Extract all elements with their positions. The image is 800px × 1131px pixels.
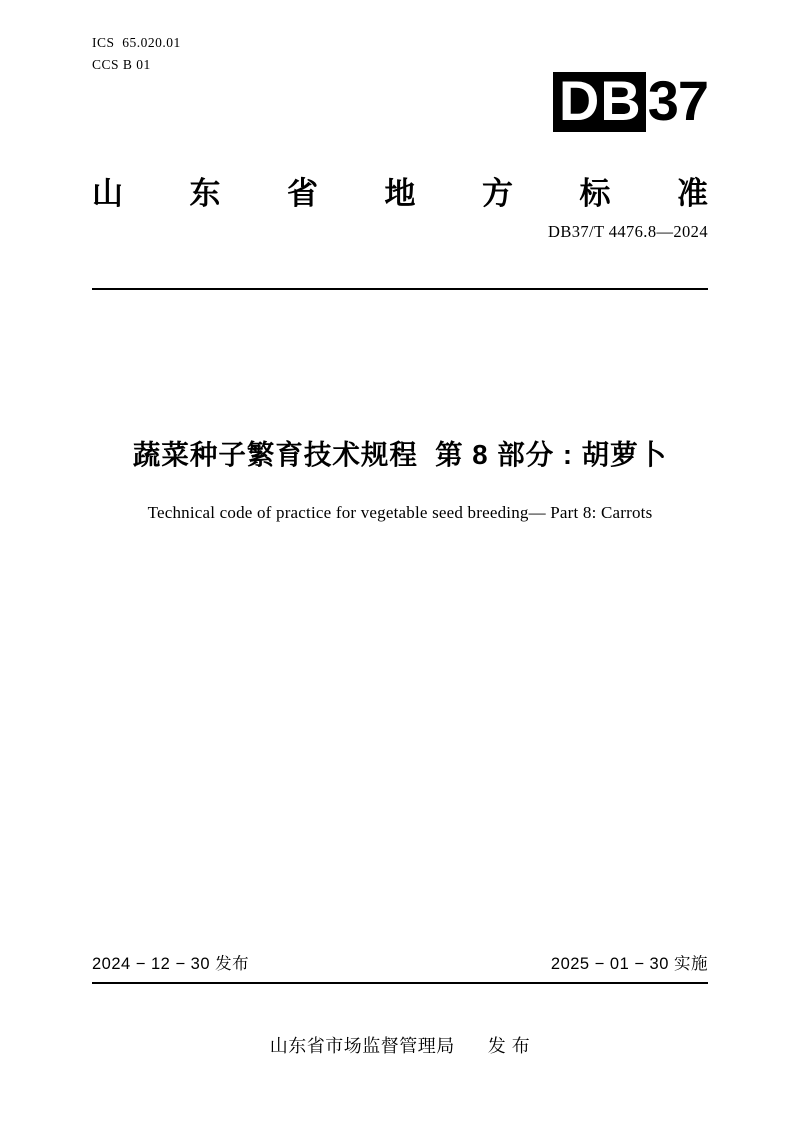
heading-char-3: 地 — [384, 176, 416, 211]
footer-divider — [92, 982, 708, 984]
heading-char-6: 准 — [677, 176, 708, 211]
document-title-english: Technical code of practice for vegetable seed breeding— Part 8: Carrots — [147, 503, 653, 522]
effective-date: 2025 − 01 − 30 实施 — [550, 955, 708, 973]
heading-char-0: 山 — [92, 176, 123, 211]
ics-code: ICS 65.020.01 — [92, 35, 181, 50]
document-title-chinese: 蔬菜种子繁育技术规程 第 8 部分 : 胡萝卜 — [132, 439, 668, 470]
ccs-code: CCS B 01 — [92, 57, 151, 72]
heading-char-2: 省 — [287, 176, 318, 211]
heading-char-1: 东 — [189, 176, 221, 211]
classification-block — [92, 32, 181, 76]
header-divider — [92, 288, 708, 290]
db37-logo-prefix: DB — [553, 72, 646, 132]
db37-logo-number: 37 — [647, 69, 708, 132]
provincial-standard-heading — [92, 168, 708, 213]
heading-char-5: 标 — [579, 176, 611, 211]
heading-char-4: 方 — [482, 176, 513, 211]
issue-date: 2024 − 12 − 30 发布 — [92, 955, 250, 973]
publisher-line: 山东省市场监督管理局 发 布 — [269, 1036, 531, 1056]
standard-number: DB37/T 4476.8—2024 — [548, 222, 708, 241]
dates-row — [92, 950, 708, 974]
db37-logo — [553, 69, 708, 132]
